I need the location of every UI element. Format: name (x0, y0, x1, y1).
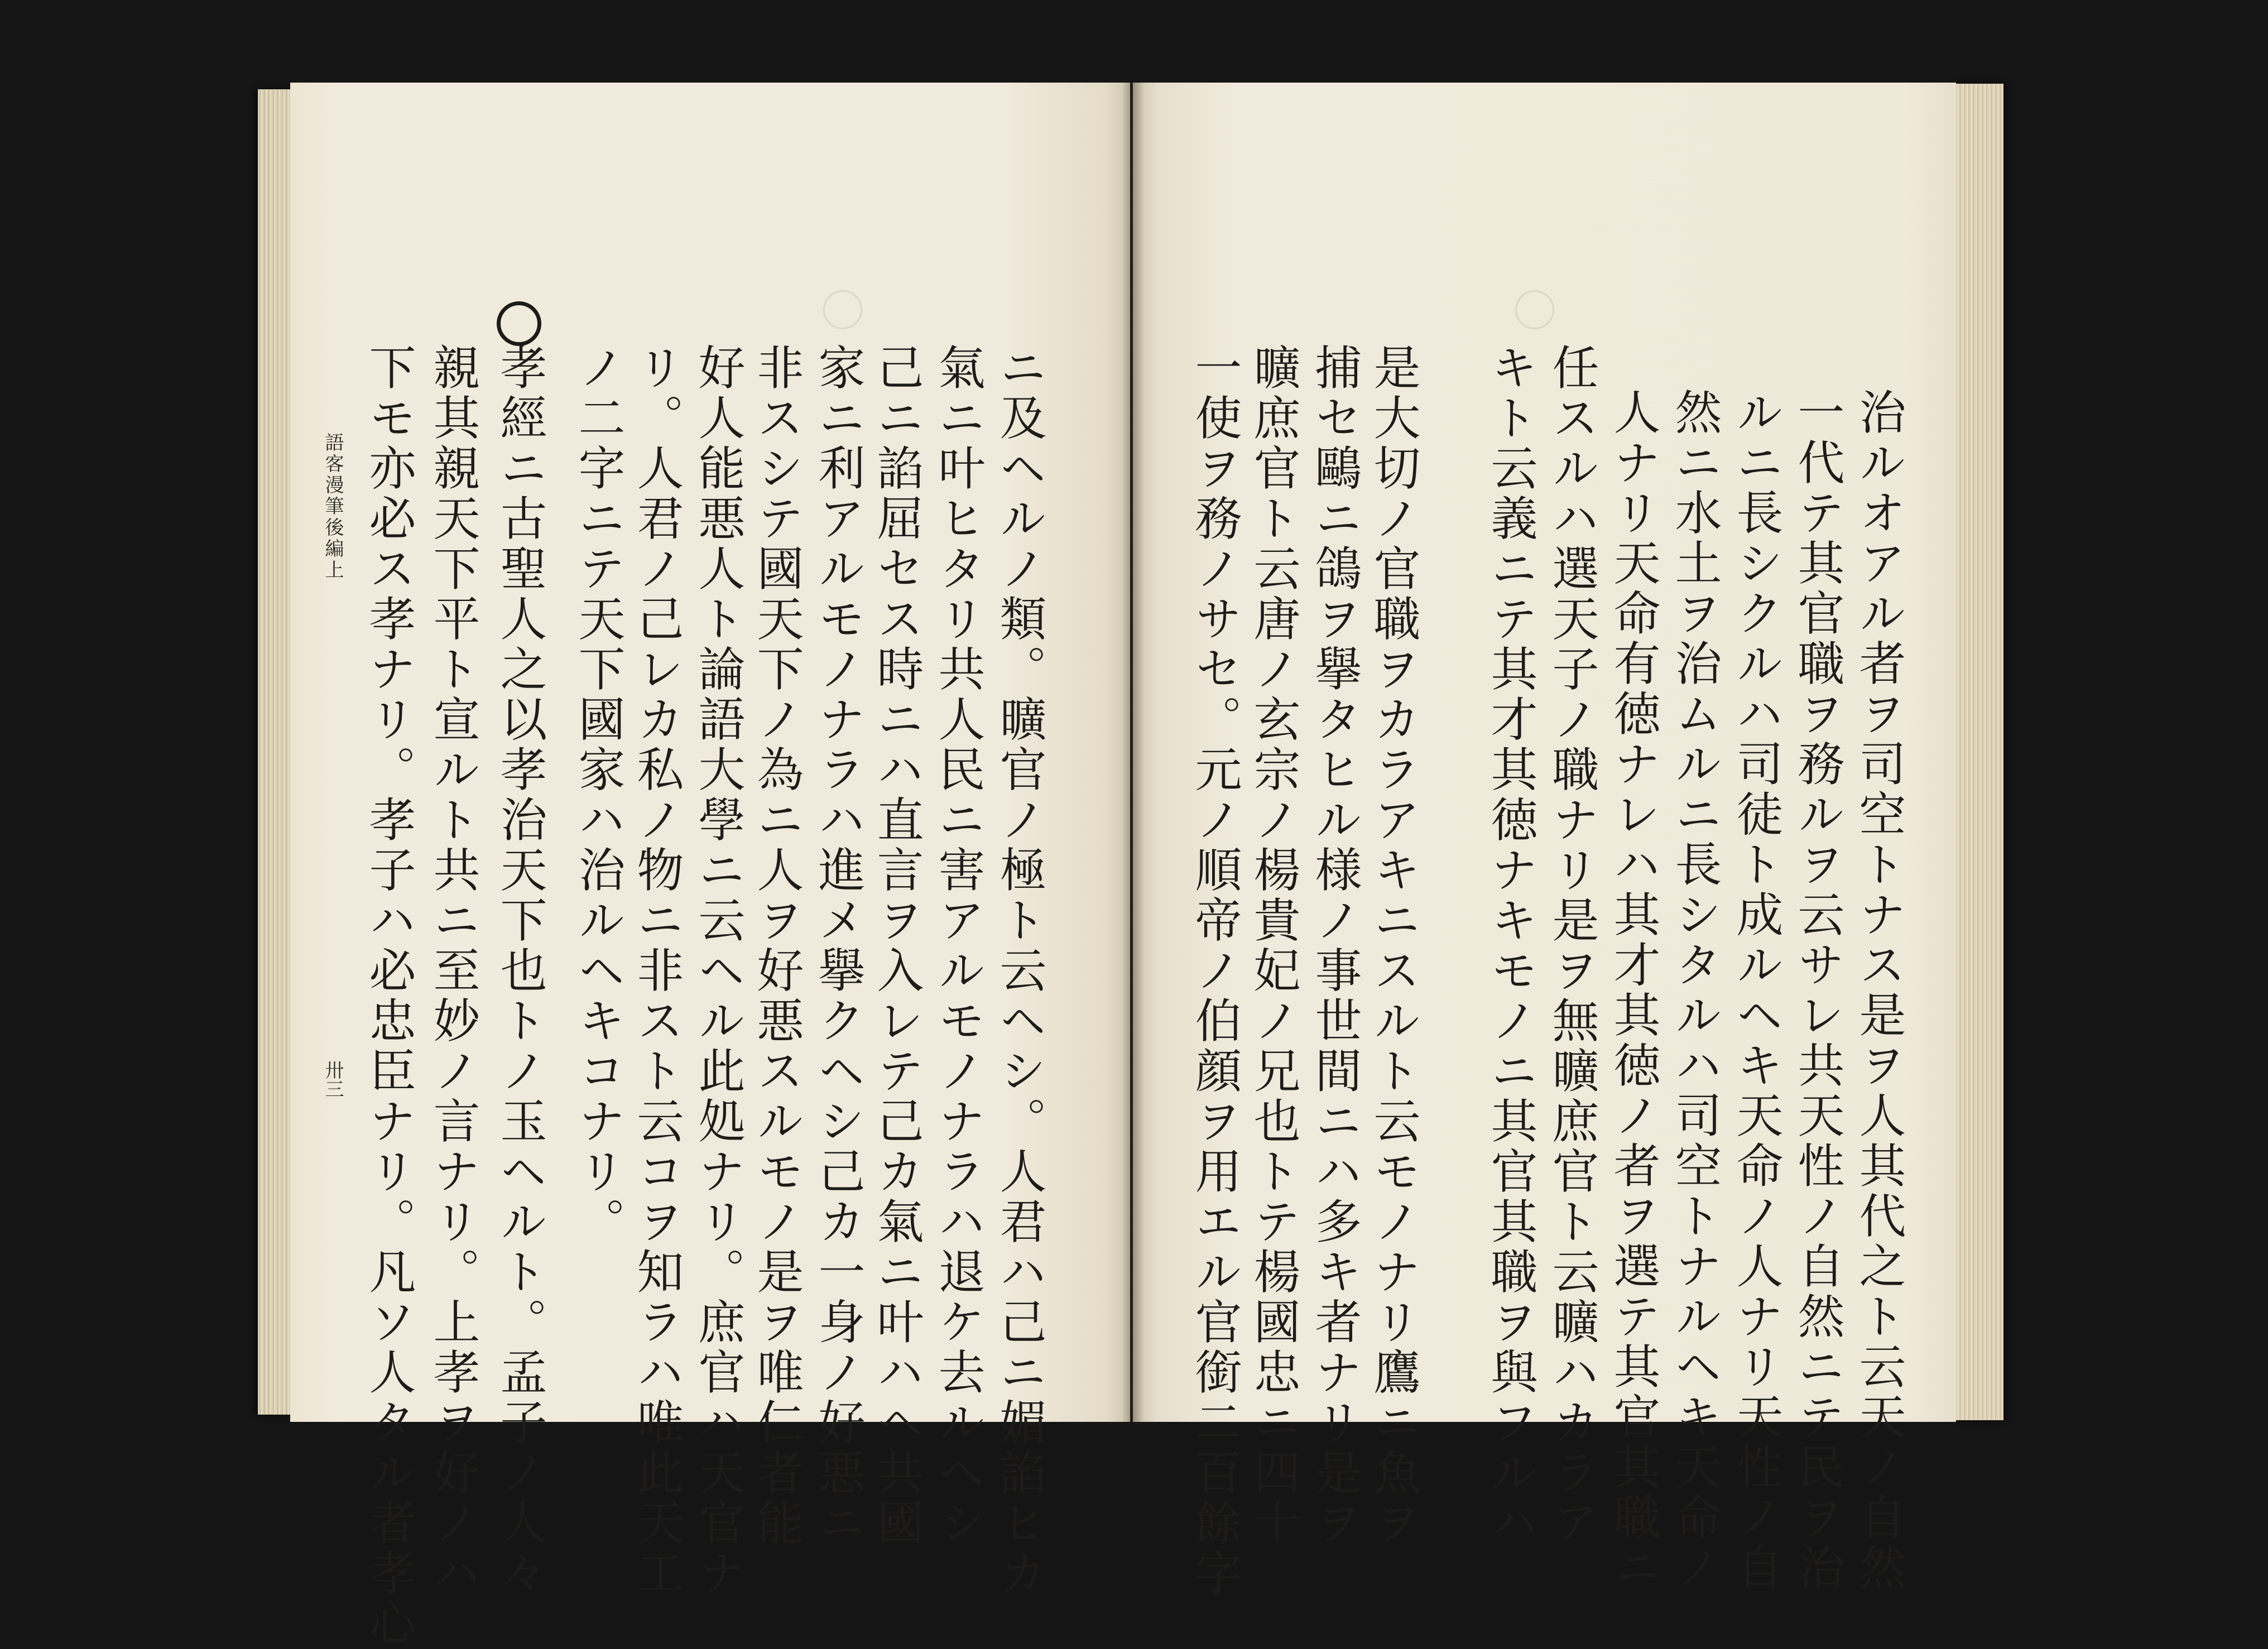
book-gutter (1122, 83, 1144, 1422)
right-page-edges (1953, 84, 2003, 1420)
faint-circle-mark (1515, 290, 1554, 329)
right-col-7: キト云義ニテ其才其徳ナキモノニ其官其職ヲ與フルハ (1483, 343, 1538, 1549)
faint-circle-mark (823, 290, 862, 329)
right-col-3: ルニ長シクルハ司徒ト成ルヘキ天命ノ人ナリ天性ノ自 (1729, 388, 1784, 1593)
left-col-4: 家ニ利アルモノナラハ進メ擧クヘシ己カ一身ノ好悪ニ (811, 343, 866, 1549)
left-col-7: リ。人君ノ己レカ私ノ物ニ非スト云コヲ知ラハ唯此天工 (630, 343, 684, 1599)
left-col-10: 親其親天下平ト宣ルト共ニ至妙ノ言ナリ。上孝ヲ好ノハ (426, 343, 480, 1599)
left-col-11: 下モ亦必ス孝ナリ。孝子ハ必忠臣ナリ。凡ソ人タル者孝心 (362, 343, 416, 1649)
left-col-3: 己ニ諂屈セス時ニハ直言ヲ入レテ己カ氣ニ叶ハヘ共國 (869, 343, 924, 1549)
right-col-4: 然ニ水土ヲ治ムルニ長シタルハ司空トナルヘキ天命ノ (1668, 388, 1722, 1593)
folio-number: 卅三 (321, 1060, 344, 1098)
left-col-6: 好人能悪人ト論語大學ニ云ヘル此処ナリ。庶官ハ天官ナ (691, 343, 746, 1599)
right-col-11: 一使ヲ務ノサセ。元ノ順帝ノ伯顔ヲ用エル官銜二百餘字 (1188, 343, 1242, 1599)
right-col-8: 是大切ノ官職ヲカラアキニスルト云モノナリ鷹ニ魚ヲ (1366, 343, 1421, 1549)
left-col-2: 氣ニ叶ヒタリ共人民ニ害アルモノナラハ退ケ去ルヘシ (931, 343, 986, 1549)
left-col-5: 非スシテ國天下ノ為ニ人ヲ好悪スルモノ是ヲ唯仁者能 (749, 343, 804, 1549)
left-col-8: ノ二字ニテ天下國家ハ治ルヘキコナリ。 (571, 343, 626, 1247)
right-col-10: 曠庶官ト云唐ノ玄宗ノ楊貴妃ノ兄也トテ楊國忠ニ四十 (1246, 343, 1301, 1549)
right-col-2: 一代テ其官職ヲ務ルヲ云サレ共天性ノ自然ニテ民ヲ治 (1790, 388, 1845, 1593)
left-col-1: ニ及ヘルノ類。曠官ノ極ト云ヘシ。人君ハ己ニ媚諂ヒカ (992, 343, 1047, 1599)
right-col-6: 任スルハ選天子ノ職ナリ是ヲ無曠庶官ト云曠ハカラア (1545, 343, 1599, 1549)
paragraph-circle-mark (497, 301, 541, 346)
left-col-9: 孝經ニ古聖人之以孝治天下也トノ玉ヘルト。孟子ノ人々 (493, 343, 547, 1599)
left-page-edges (258, 89, 292, 1415)
right-col-5: 人ナリ天命有徳ナレハ其才其徳ノ者ヲ選テ其官其職ニ (1606, 388, 1661, 1593)
right-col-1: 治ルオアル者ヲ司空トナス是ヲ人其代之ト云天ノ自然 (1852, 388, 1906, 1593)
running-title: 語客漫筆後編上 (321, 432, 344, 581)
right-col-9: 捕セ鷗ニ鴿ヲ擧タヒル様ノ事世間ニハ多キ者ナリ是ヲ (1308, 343, 1362, 1549)
